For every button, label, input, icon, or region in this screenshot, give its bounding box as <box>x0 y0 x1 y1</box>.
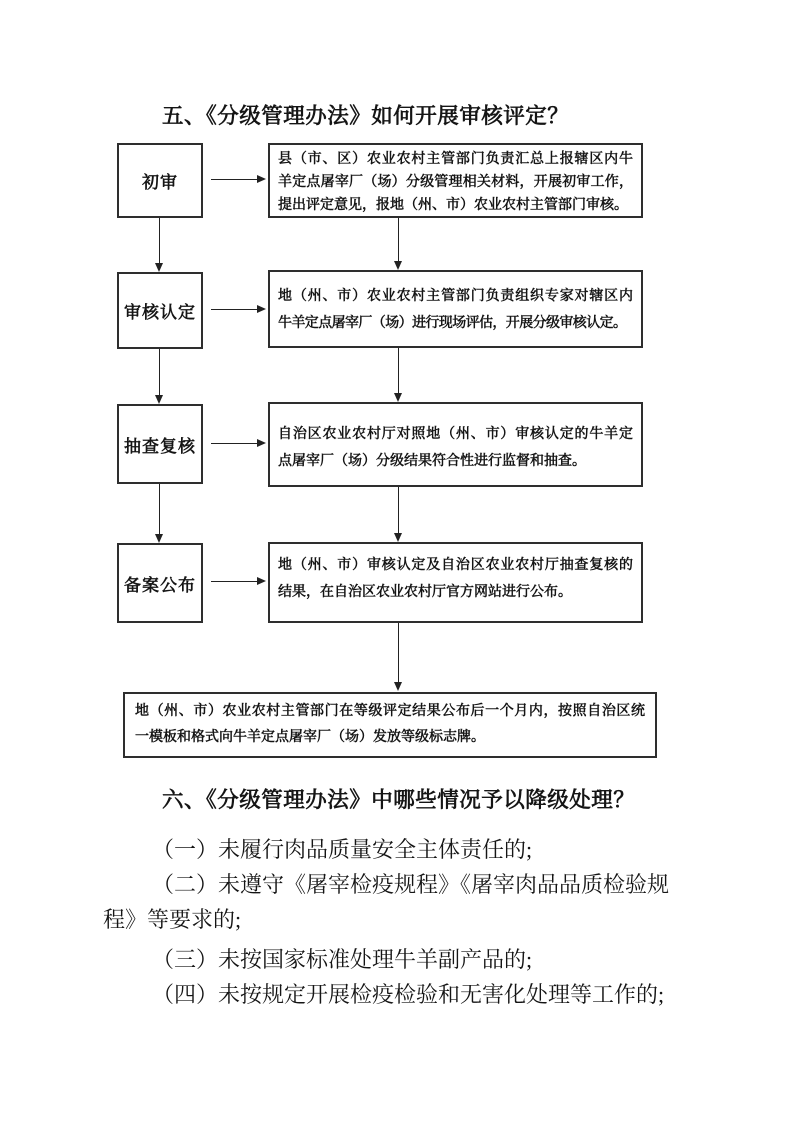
arrow-desc3-to-desc4 <box>398 487 399 533</box>
section5-heading: 五、《分级管理办法》如何开展审核评定？ <box>162 104 570 128</box>
arrow-step3-to-step4 <box>159 484 160 534</box>
item-line: （一）未履行肉品质量安全主体责任的; <box>152 837 533 862</box>
desc-line: 自治区农业农村厅对照地（州、市）审核认定的牛羊定 <box>278 427 633 442</box>
arrow-step4-to-desc <box>211 581 257 582</box>
flow-step-label: 抽查复核 <box>124 436 196 456</box>
flow-step-box-spot-check <box>117 404 203 484</box>
flow-step-box-review-confirmation <box>117 272 203 349</box>
flow-step-box-record-publish <box>117 543 203 623</box>
desc-line: 地（州、市）农业农村主管部门负责组织专家对辖区内 <box>278 289 633 304</box>
arrow-step3-to-desc <box>211 443 257 444</box>
arrow-step2-to-desc <box>211 309 257 310</box>
flow-desc-box-review-confirmation <box>268 270 643 348</box>
downgrade-item-3 <box>103 942 677 977</box>
section6-heading: 六、《分级管理办法》中哪些情况予以降级处理？ <box>162 788 636 812</box>
downgrade-item-4 <box>103 977 677 1012</box>
final-note-line: 一模板和格式向牛羊定点屠宰厂（场）发放等级标志牌。 <box>135 730 485 745</box>
arrow-step1-to-desc <box>211 179 257 180</box>
flow-step-label: 初审 <box>142 173 178 192</box>
item-line: （四）未按规定开展检疫检验和无害化处理等工作的; <box>152 982 665 1007</box>
desc-line: 地（州、市）审核认定及自治区农业农村厅抽查复核的 <box>278 558 633 573</box>
flow-final-note-box <box>123 692 657 758</box>
downgrade-item-1 <box>103 832 677 867</box>
item-line: （三）未按国家标准处理牛羊副产品的; <box>152 947 533 972</box>
downgrade-item-2 <box>103 867 677 937</box>
desc-line: 点屠宰厂（场）分级结果符合性进行监督和抽查。 <box>278 454 586 469</box>
desc-line: 羊定点屠宰厂（场）分级管理相关材料，开展初审工作， <box>278 175 633 190</box>
arrow-step1-to-step2 <box>159 218 160 263</box>
desc-line: 提出评定意见，报地（州、市）农业农村主管部门审核。 <box>278 198 628 213</box>
flow-desc-box-spot-check <box>268 402 643 487</box>
arrow-desc4-to-final-box <box>398 623 399 682</box>
flow-desc-box-record-publish <box>268 542 643 623</box>
final-note-line: 地（州、市）农业农村主管部门在等级评定结果公布后一个月内，按照自治区统 <box>135 704 645 719</box>
arrow-step2-to-step3 <box>159 349 160 395</box>
flow-step-box-initial-review <box>117 143 203 218</box>
flow-step-label: 备案公布 <box>124 575 196 595</box>
item-line: （二）未遵守《屠宰检疫规程》《屠宰肉品品质检验规 <box>152 872 670 897</box>
desc-line: 县（市、区）农业农村主管部门负责汇总上报辖区内牛 <box>278 152 633 167</box>
arrow-desc2-to-desc3 <box>398 348 399 393</box>
desc-line: 牛羊定点屠宰厂（场）进行现场评估，开展分级审核认定。 <box>278 316 627 331</box>
item-line: 程》等要求的; <box>103 907 242 932</box>
flow-step-label: 审核认定 <box>124 303 196 322</box>
desc-line: 结果，在自治区农业农村厅官方网站进行公布。 <box>278 585 572 600</box>
arrow-desc1-to-desc2 <box>398 218 399 261</box>
flow-desc-box-initial-review <box>268 143 643 218</box>
